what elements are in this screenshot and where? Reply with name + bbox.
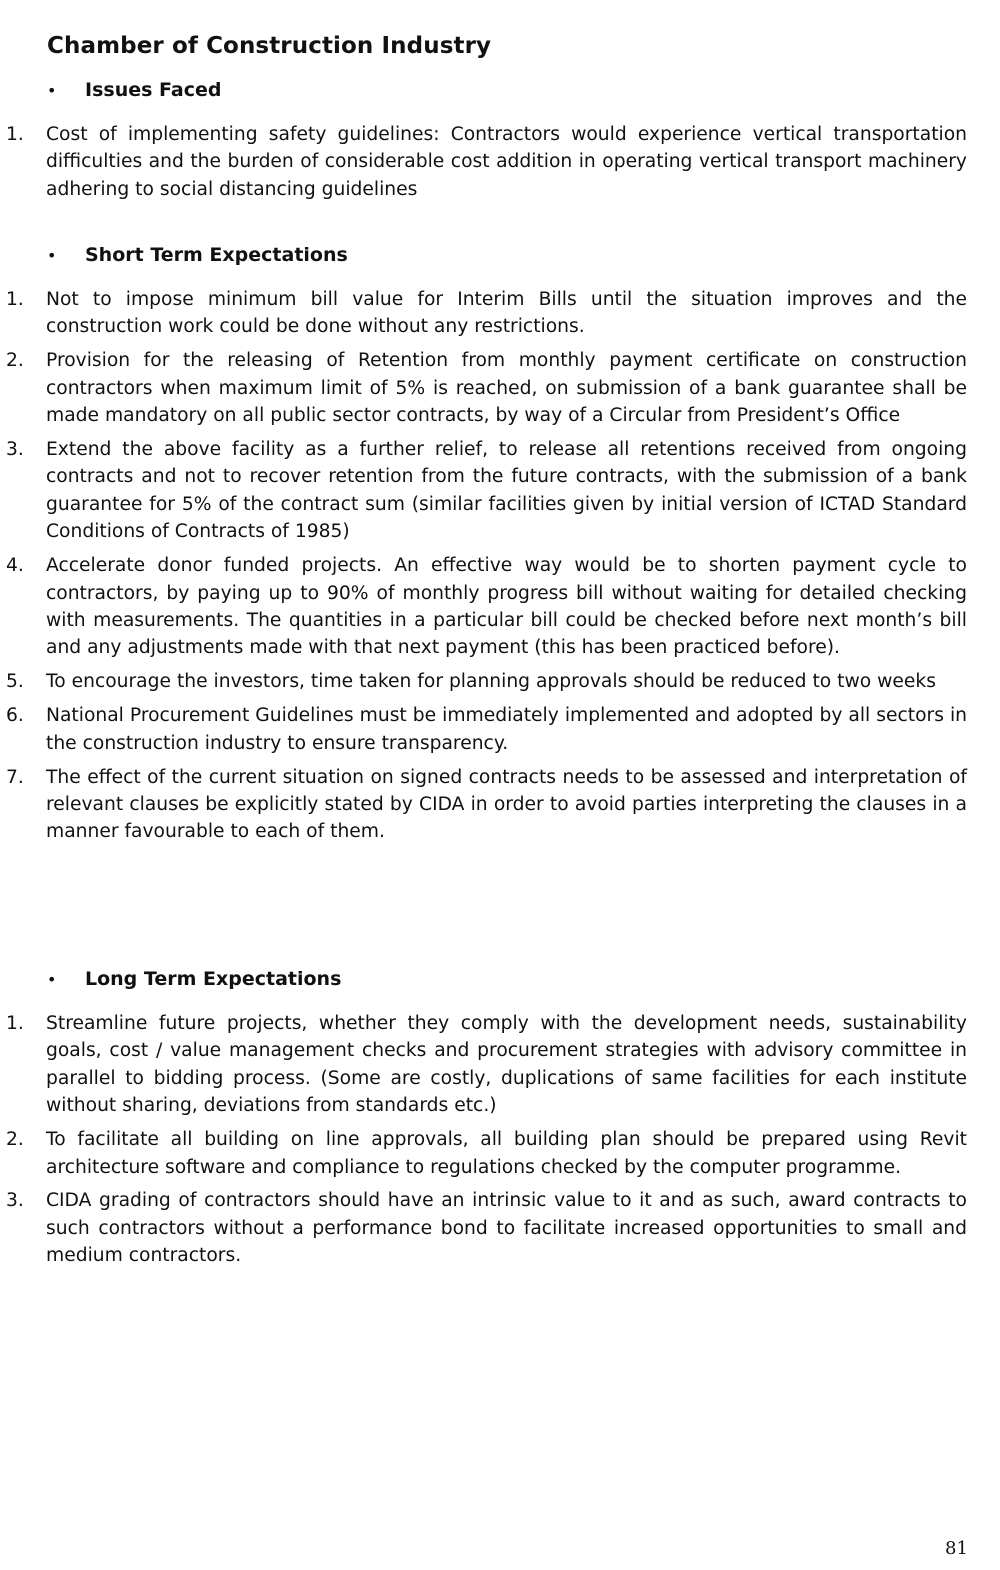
list-item (0, 1126, 1000, 1181)
item-number: 6. (6, 705, 24, 727)
section-long-term (0, 968, 1000, 1276)
item-text: Streamline future projects, whether they comply with the development needs, sustainability goals, cost / value management checks and procurement strategies with advisory committee in parallel to bidding process. (Some are costly, duplications of same facilities for each institute without sharing, deviations from standards etc.) (46, 1013, 967, 1117)
list-item (0, 286, 1000, 341)
bullet-icon: • (47, 246, 57, 265)
list-item (0, 764, 1000, 846)
item-text: Not to impose minimum bill value for Interim Bills until the situation improves and the construction work could be done without any restrictions. (46, 289, 967, 338)
section-issues-faced (0, 79, 1000, 210)
list-item (0, 1010, 1000, 1120)
item-number: 7. (6, 766, 24, 788)
item-text: Accelerate donor funded projects. An effective way would be to shorten payment cycle to contractors, by paying up to 90% of monthly progress bill without waiting for detailed checking with measurements. The quantities in a particular bill could be checked before next month’s bill and any adjustments made with that next payment (this has been practiced before). (46, 555, 967, 659)
short-term-list (0, 286, 1000, 846)
section-heading-label: Short Term Expectations (85, 244, 348, 266)
item-number: 2. (6, 1129, 24, 1151)
item-text: To facilitate all building on line approvals, all building plan should be prepared using Revit architecture software and compliance to regulations checked by the computer programme. (46, 1129, 967, 1178)
item-number: 4. (6, 555, 24, 577)
item-text: National Procurement Guidelines must be immediately implemented and adopted by all sectors in the construction industry to ensure transparency. (46, 705, 967, 754)
item-number: 1. (6, 289, 24, 310)
item-text: Provision for the releasing of Retention from monthly payment certificate on construction contractors when maximum limit of 5% is reached, on submission of a bank guarantee shall be made mandatory on all public sector contracts, by way of a Circular from President’s Office (46, 350, 967, 427)
list-item (0, 702, 1000, 757)
section-short-term (0, 244, 1000, 852)
section-heading-label: Issues Faced (85, 79, 222, 101)
list-item (0, 552, 1000, 662)
list-item (0, 668, 1000, 695)
issues-list (0, 121, 1000, 203)
item-number: 3. (6, 439, 24, 461)
item-number: 5. (6, 671, 24, 693)
item-text: Extend the above facility as a further relief, to release all retentions received from ongoing contracts and not to recover retention from the future contracts, with the submission of a bank guarantee for 5% of the contract sum (similar facilities given by initial version of ICTAD Standard Conditions of Contracts of 1985) (46, 439, 967, 543)
item-number: 1. (6, 124, 24, 145)
list-item (0, 1187, 1000, 1269)
list-item (0, 121, 1000, 203)
item-text: CIDA grading of contractors should have an intrinsic value to it and as such, award contracts to such contractors without a performance bond to facilitate increased opportunities to small and medium contractors. (46, 1190, 967, 1267)
item-number: 2. (6, 350, 24, 372)
item-number: 1. (6, 1013, 24, 1034)
item-text: The effect of the current situation on signed contracts needs to be assessed and interpretation of relevant clauses be explicitly stated by CIDA in order to avoid parties interpreting the clauses in a manner favourable to each of them. (46, 766, 967, 843)
list-item (0, 347, 1000, 429)
bullet-icon: • (47, 970, 57, 989)
section-heading (0, 244, 1000, 274)
item-text: To encourage the investors, time taken for planning approvals should be reduced to two weeks (46, 671, 936, 693)
item-number: 3. (6, 1190, 24, 1212)
page-number: 81 (945, 1538, 968, 1559)
section-heading (0, 79, 1000, 109)
bullet-icon: • (47, 81, 57, 100)
section-heading-label: Long Term Expectations (85, 968, 342, 990)
long-term-list (0, 1010, 1000, 1270)
item-text: Cost of implementing safety guidelines: Contractors would experience vertical transportation difficulties and the burden of considerable cost addition in operating vertical transport machinery adhering to social distancing guidelines (46, 124, 967, 200)
page-title: Chamber of Construction Industry (47, 33, 492, 59)
section-heading (0, 968, 1000, 998)
list-item (0, 436, 1000, 546)
